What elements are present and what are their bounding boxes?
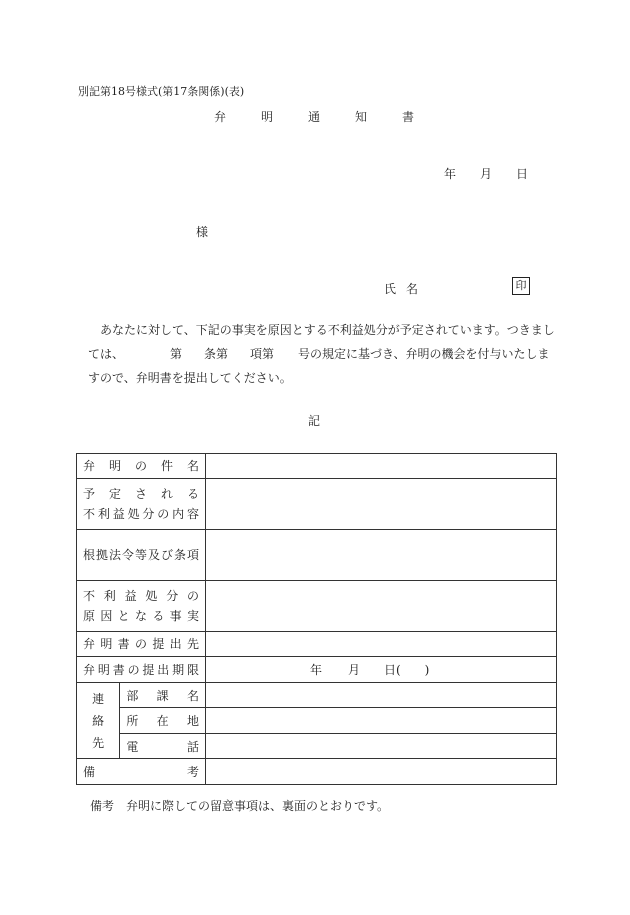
label-submit-to: 弁明書の提出先 <box>77 632 206 657</box>
date-line <box>444 165 552 182</box>
title-char: 知 <box>355 110 368 124</box>
table-row <box>77 734 557 759</box>
field-cause-facts[interactable] <box>206 581 557 632</box>
table-row <box>77 759 557 785</box>
recipient-suffix: 様 <box>196 225 209 239</box>
table-row <box>77 530 557 581</box>
field-subject[interactable] <box>206 454 557 479</box>
field-phone[interactable] <box>206 734 557 759</box>
deadline-day: 日( ) <box>384 663 430 677</box>
field-planned-disposition[interactable] <box>206 479 557 530</box>
body-line-3: すので、弁明書を提出してください。 <box>88 371 292 385</box>
label-dept: 部課名 <box>120 683 206 708</box>
field-address[interactable] <box>206 708 557 734</box>
table-row <box>77 581 557 632</box>
label-cause-facts: 不利益処分の 原因となる事実 <box>77 581 206 632</box>
ki-marker: 記 <box>308 414 321 428</box>
table-row <box>77 454 557 479</box>
table-row <box>77 479 557 530</box>
body-line-1: あなたに対して、下記の事実を原因とする不利益処分が予定されています。つきまし <box>100 323 555 337</box>
table-row <box>77 683 557 708</box>
sender-label-1: 氏 <box>384 282 397 296</box>
field-legal-basis[interactable] <box>206 530 557 581</box>
label-deadline: 弁明書の提出期限 <box>77 657 206 683</box>
label-legal-basis: 根拠法令等及び条項 <box>77 530 206 581</box>
notice-table <box>76 453 557 785</box>
label-remarks: 備考 <box>77 759 206 785</box>
label-subject: 弁明の件名 <box>77 454 206 479</box>
label-planned-disposition: 予定される 不利益処分の内容 <box>77 479 206 530</box>
deadline-year: 年 <box>310 663 323 677</box>
body-text: 第 <box>170 347 183 361</box>
field-remarks[interactable] <box>206 759 557 785</box>
label-contact: 連 絡 先 <box>77 683 120 759</box>
body-text: ては、 <box>88 347 125 361</box>
field-deadline[interactable] <box>206 657 557 683</box>
title-char: 明 <box>261 110 274 124</box>
date-month: 月 <box>480 167 493 181</box>
table-row <box>77 708 557 734</box>
body-line-2 <box>88 345 558 362</box>
seal-mark: 印 <box>512 277 530 295</box>
body-text: 号の規定に基づき、弁明の機会を付与いたしま <box>298 347 550 361</box>
title-char: 通 <box>308 110 321 124</box>
field-submit-to[interactable] <box>206 632 557 657</box>
title-char: 書 <box>402 110 415 124</box>
date-day: 日 <box>516 167 529 181</box>
form-header: 別記第18号様式(第17条関係)(表) <box>78 85 245 98</box>
footnote: 備考 弁明に際しての留意事項は、裏面のとおりです。 <box>90 799 390 813</box>
deadline-month: 月 <box>348 663 361 677</box>
document-title <box>214 108 449 125</box>
title-char: 弁 <box>214 110 227 124</box>
table-row <box>77 632 557 657</box>
sender-name-label <box>384 280 418 297</box>
body-text: 条第 <box>204 347 229 361</box>
label-address: 所在地 <box>120 708 206 734</box>
body-text: 項第 <box>250 347 275 361</box>
field-dept[interactable] <box>206 683 557 708</box>
label-phone: 電話 <box>120 734 206 759</box>
date-year: 年 <box>444 167 457 181</box>
sender-label-2: 名 <box>406 282 419 296</box>
table-row <box>77 657 557 683</box>
